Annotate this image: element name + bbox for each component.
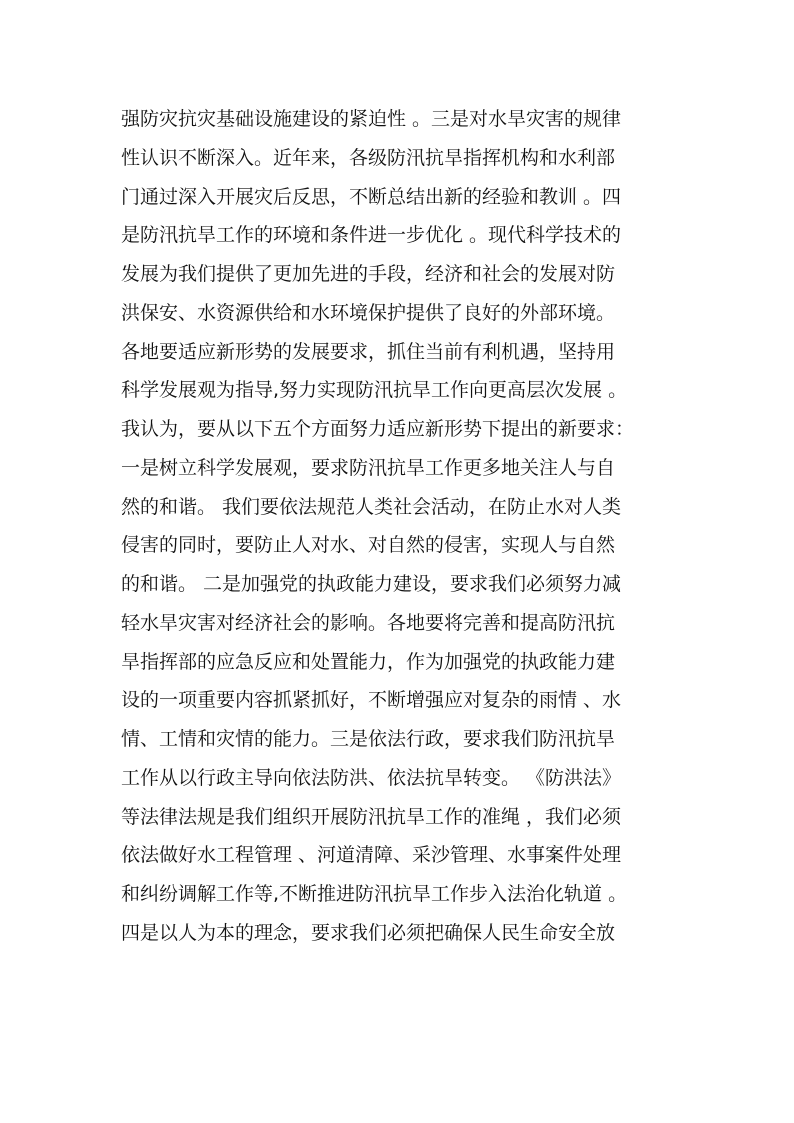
text-line: 洪保安、水资源供给和水环境保护提供了良好的外部环境。: [121, 301, 616, 324]
text-line: 情、工情和灾情的能力。三是依法行政，要求我们防汛抗旱: [121, 728, 616, 750]
text-line: 一是树立科学发展观，要求防汛抗旱工作更多地关注人与自: [121, 456, 616, 479]
text-line: 性认识不断深入。近年来，各级防汛抗旱指挥机构和水利部: [121, 146, 616, 169]
text-line: 科学发展观为指导,努力实现防汛抗旱工作向更高层次发展 。: [121, 379, 628, 402]
text-line: 工作从以行政主导向依法防洪、依法抗旱转变。 《防洪法》: [121, 766, 622, 789]
text-line: 侵害的同时，要防止人对水、对自然的侵害，实现人与自然: [121, 534, 616, 557]
text-line: 强防灾抗灾基础设施建设的紧迫性 。三是对水旱灾害的规律: [121, 108, 622, 130]
text-line: 各地要适应新形势的发展要求，抓住当前有利机遇，坚持用: [121, 340, 616, 363]
text-line: 轻水旱灾害对经济社会的影响。各地要将完善和提高防汛抗: [121, 611, 616, 634]
text-line: 的和谐。 二是加强党的执政能力建设，要求我们必须努力减: [121, 573, 622, 595]
text-line: 依法做好水工程管理 、河道清障、采沙管理、水事案件处理: [121, 844, 622, 867]
text-line: 设的一项重要内容抓紧抓好，不断增强应对复杂的雨情 、水: [121, 689, 622, 712]
text-line: 我认为，要从以下五个方面努力适应新形势下提出的新要求：: [121, 418, 635, 440]
text-line: 和纠纷调解工作等,不断推进防汛抗旱工作步入法治化轨道 。: [121, 883, 628, 905]
text-line: 发展为我们提供了更加先进的手段，经济和社会的发展对防: [121, 263, 616, 285]
text-line: 旱指挥部的应急反应和处置能力，作为加强党的执政能力建: [121, 650, 616, 673]
text-line: 门通过深入开展灾后反思，不断总结出新的经验和教训 。四: [121, 185, 622, 208]
text-line: 四是以人为本的理念，要求我们必须把确保人民生命安全放: [121, 921, 616, 944]
text-line: 等法律法规是我们组织开展防汛抗旱工作的准绳 ，我们必须: [121, 805, 622, 828]
body-text: [121, 100, 691, 953]
text-line: 然的和谐。 我们要依法规范人类社会活动，在防止水对人类: [121, 495, 622, 518]
text-line: 是防汛抗旱工作的环境和条件进一步优化 。现代科学技术的: [121, 224, 622, 247]
